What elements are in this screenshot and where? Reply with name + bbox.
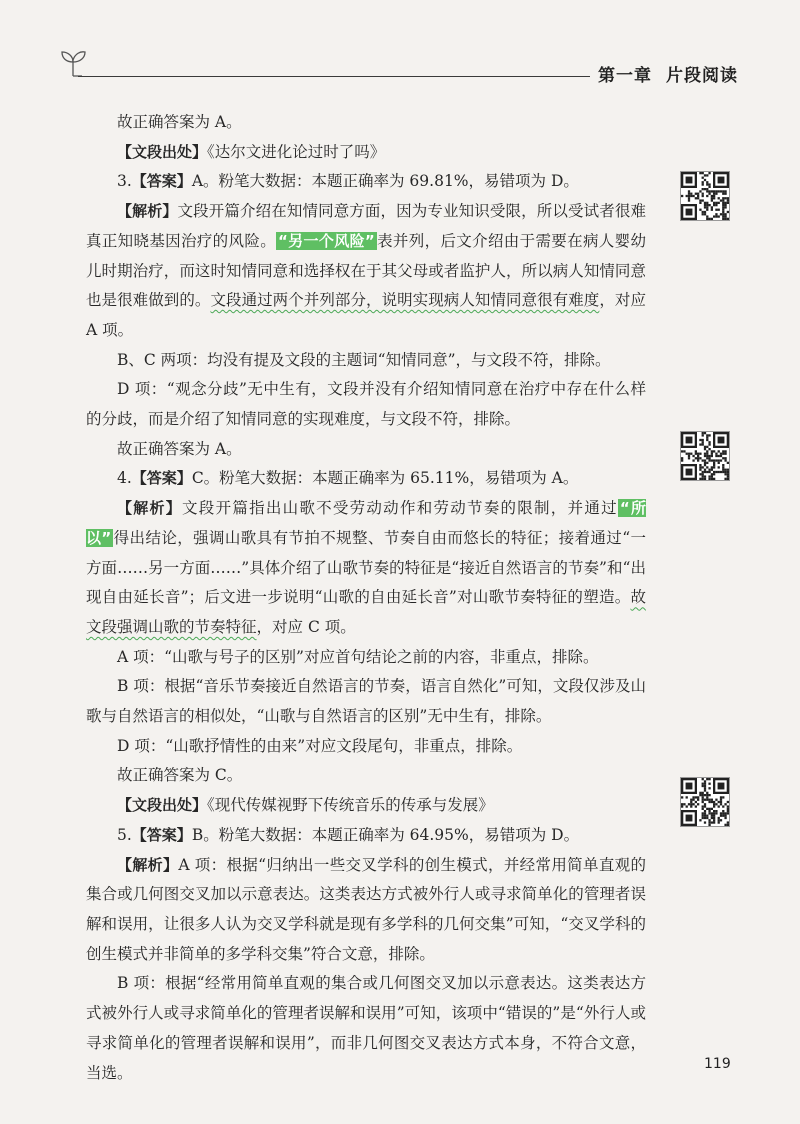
sprout-icon — [58, 48, 88, 78]
text: B 项：根据“音乐节奏接近自然语言的节奏，语言自然化”可知，文段仅涉及山歌与自然语言的相似处，“山歌与自然语言的区别”无中生有，排除。 — [86, 677, 646, 726]
paragraph — [86, 108, 646, 138]
text: 得出结论，强调山歌具有节拍不规整、节奏自由而悠长的特征；接着通过“一方面……另一方面……”具体介绍了山歌节奏的特征是“接近自然语言的节奏”和“出现自由延长音”；后文进一步说明“山歌的自由延长音”对山歌节奏特征的塑造。 — [86, 528, 647, 607]
paragraph — [86, 167, 646, 197]
text: B 项：根据“经常用简单直观的集合或几何图交叉加以示意表达。这类表达方式被外行人或寻求简单化的管理者误解和误用”可知，该项中“错误的”是“外行人或寻求简单化的管理者误解和误用”，而非几何图交叉表达方式本身，不符合文意，当选。 — [86, 974, 646, 1082]
source-label: 【文段出处】 — [117, 142, 208, 161]
paragraph — [86, 197, 646, 346]
wavy-underline-text: 文段通过两个并列部分，说明实现病人知情同意很有难度 — [210, 291, 600, 310]
answer-label: 【答案】 — [131, 172, 192, 191]
paragraph — [86, 494, 646, 643]
analysis-label: 【解析】 — [117, 855, 179, 874]
qr-code-icon — [681, 432, 729, 480]
text: 《现代传媒视野下传统音乐的传承与发展》 — [207, 796, 494, 815]
text: 故正确答案为 C。 — [117, 766, 243, 785]
qr-code-icon — [681, 778, 729, 826]
text: 故正确答案为 A。 — [117, 439, 242, 458]
paragraph — [86, 821, 646, 851]
text: B、C 两项：均没有提及文段的主题词“知情同意”，与文段不符，排除。 — [117, 350, 611, 369]
page-header — [0, 0, 800, 100]
paragraph — [86, 791, 646, 821]
qr-code-q3[interactable] — [680, 171, 730, 221]
text: A。粉笔大数据：本题正确率为 69.81%，易错项为 D。 — [191, 172, 579, 191]
question-number: 3. — [117, 172, 132, 191]
text: C。粉笔大数据：本题正确率为 65.11%，易错项为 A。 — [191, 469, 579, 488]
paragraph — [86, 375, 646, 434]
paragraph — [86, 435, 646, 465]
question-number: 5. — [117, 825, 132, 844]
paragraph — [86, 643, 646, 673]
chapter-title — [598, 61, 738, 86]
text: 文段开篇指出山歌不受劳动动作和劳动节奏的限制，并通过 — [182, 499, 618, 518]
paragraph — [86, 969, 646, 1088]
text: ，对应 C 项。 — [256, 617, 356, 636]
answer-label: 【答案】 — [131, 469, 192, 488]
text: D 项：“观念分歧”无中生有，文段并没有介绍知情同意在治疗中存在什么样的分歧，而是介绍了知情同意的实现难度，与文段不符，排除。 — [86, 380, 646, 429]
wavy-underline-text: 故文段强调山歌的节奏特征 — [86, 588, 646, 636]
text: D 项：“山歌抒情性的由来”对应文段尾句，非重点，排除。 — [117, 736, 523, 755]
paragraph — [86, 851, 646, 970]
question-number: 4. — [117, 469, 132, 488]
highlight: “所以” — [86, 499, 646, 547]
paragraph — [86, 732, 646, 762]
qr-code-icon — [681, 172, 729, 220]
source-label: 【文段出处】 — [117, 796, 208, 815]
text: A 项：根据“归纳出一些交叉学科的创生模式，并经常用简单直观的集合或几何图交叉加以示意表达。这类表达方式被外行人或寻求简单化的管理者误解和误用，让很多人认为交叉学科就是现有多学科的几何交集”可知，“交叉学科的创生模式并非简单的多学科交集”符合文意，排除。 — [86, 855, 646, 963]
text: B。粉笔大数据：本题正确率为 64.95%，易错项为 D。 — [191, 825, 580, 844]
answer-content — [86, 108, 646, 1088]
text: ，对应 A 项。 — [86, 291, 646, 339]
text: 《达尔文进化论过时了吗》 — [207, 142, 386, 161]
page-number: 119 — [704, 1056, 731, 1072]
paragraph — [86, 672, 646, 731]
answer-label: 【答案】 — [131, 825, 192, 844]
text: 表并列，后文介绍由于需要在病人婴幼儿时期治疗，而这时知情同意和选择权在于其父母或者监护人，所以病人知情同意也是很难做到的。 — [86, 231, 646, 310]
section-label: 片段阅读 — [666, 66, 738, 86]
paragraph — [86, 464, 646, 494]
text: 故正确答案为 A。 — [117, 113, 242, 131]
header-rule — [78, 76, 590, 77]
paragraph — [86, 346, 646, 376]
qr-code-q5[interactable] — [680, 777, 730, 827]
paragraph — [86, 761, 646, 791]
qr-code-q4[interactable] — [680, 431, 730, 481]
text: A 项：“山歌与号子的区别”对应首句结论之前的内容，非重点，排除。 — [117, 647, 599, 666]
highlight: “另一个风险” — [278, 231, 375, 250]
chapter-label: 第一章 — [598, 66, 652, 86]
analysis-label: 【解析】 — [117, 499, 183, 518]
analysis-label: 【解析】 — [117, 202, 178, 221]
paragraph — [86, 138, 646, 168]
text: 文段开篇介绍在知情同意方面，因为专业知识受限，所以受试者很难真正知晓基因治疗的风险。 — [86, 202, 646, 250]
